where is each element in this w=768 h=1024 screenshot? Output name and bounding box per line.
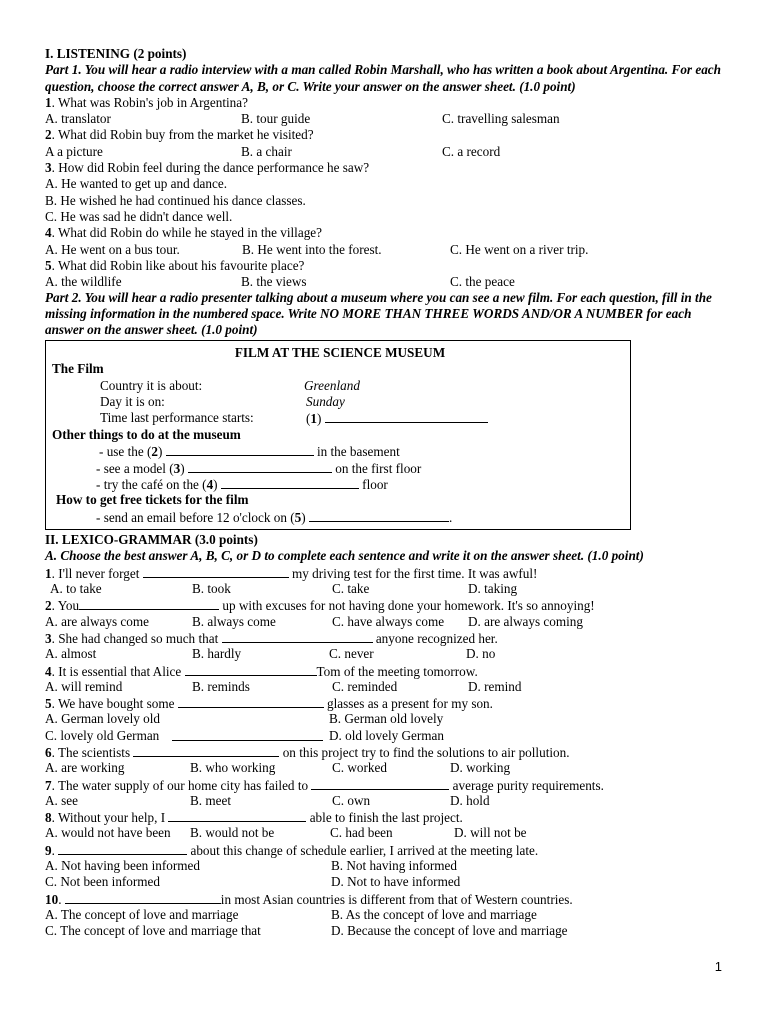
option-c: C. travelling salesman: [442, 111, 560, 127]
question-text: glasses as a present for my son.: [323, 696, 493, 712]
option-a: A. Not having been informed: [45, 858, 200, 874]
gap-5-row: - send an email before 12 o'clock on (5) .: [96, 509, 453, 525]
answer-blank[interactable]: [168, 809, 306, 822]
options-row: [45, 793, 725, 809]
time-label: Time last performance starts:: [100, 410, 254, 426]
question-number: 1: [45, 94, 52, 110]
option-b: B. the views: [241, 274, 307, 290]
question-number: 1: [45, 565, 52, 581]
option-a: A. are working: [45, 760, 125, 776]
option-c: C. own: [332, 792, 371, 808]
answer-blank[interactable]: [325, 410, 488, 423]
options-row: [45, 111, 725, 127]
film-info-box: [45, 340, 631, 530]
answer-blank[interactable]: [222, 630, 373, 643]
option-c: C. have always come: [332, 613, 445, 629]
question-number: 7: [45, 777, 52, 793]
option-c: C. reminded: [332, 678, 398, 694]
gap-prefix: - send an email before 12 o'clock on (: [96, 509, 295, 525]
option-a: A. to take: [50, 581, 102, 597]
time-row: [52, 410, 630, 426]
option-c: C. lovely old German: [45, 727, 160, 743]
question-text: . We have bought some: [51, 696, 178, 712]
answer-blank[interactable]: [58, 842, 187, 855]
gap-number: 2: [151, 444, 158, 460]
question-number: 4: [45, 663, 52, 679]
options-row: [45, 907, 725, 923]
question-number: 4: [45, 225, 52, 241]
question-text: . The water supply of our home city has failed to: [51, 777, 312, 793]
question-text: .: [58, 891, 65, 907]
other-heading: Other things to do at the museum: [52, 426, 241, 442]
answer-blank[interactable]: [133, 744, 279, 757]
options-row: [45, 923, 725, 939]
box-title: FILM AT THE SCIENCE MUSEUM: [234, 344, 446, 360]
question-text: . You: [51, 598, 80, 614]
lexico-question-8: [45, 809, 725, 825]
option-d: D. taking: [468, 581, 518, 597]
option-b: B. always come: [192, 613, 276, 629]
country-label: Country it is about:: [100, 377, 203, 393]
worksheet-page: [45, 46, 725, 940]
option-a: A. are always come: [45, 613, 149, 629]
option-c: C. The concept of love and marriage that: [45, 923, 261, 939]
question-text: . What did Robin like about his favourite place?: [51, 257, 305, 273]
option-d: D. will not be: [454, 825, 527, 841]
day-value: Sunday: [306, 394, 345, 410]
option-a: A. the wildlife: [45, 274, 122, 290]
option-d: D. Because the concept of love and marriage: [331, 923, 568, 939]
question-text: on this project try to find the solutions to air pollution.: [279, 745, 570, 760]
answer-blank[interactable]: [185, 663, 317, 676]
gap-suffix: on the first floor: [331, 460, 422, 476]
gap-number: 1: [310, 411, 317, 427]
option-b: B. As the concept of love and marriage: [331, 906, 537, 922]
options-row: [45, 760, 725, 776]
option-d: D. hold: [450, 792, 490, 808]
option-d: D. no: [466, 646, 496, 662]
tickets-heading: How to get free tickets for the film: [56, 492, 249, 508]
lexico-question-7: [45, 777, 725, 793]
question-text: anyone recognized her.: [372, 630, 498, 646]
option-a: A. The concept of love and marriage: [45, 906, 239, 922]
question-text: my driving test for the first time. It was awful!: [288, 565, 538, 581]
gap-suffix: in the basement: [313, 444, 400, 460]
gap-4-row: - try the café on the (4) floor: [96, 476, 388, 492]
option-c: C. the peace: [450, 274, 515, 290]
answer-blank[interactable]: [143, 565, 289, 578]
question-5: [45, 258, 725, 274]
lexico-question-5: [45, 695, 725, 711]
option-b: B. would not be: [190, 825, 275, 841]
lexico-question-6: [45, 744, 725, 760]
part2-instructions: Part 2. You will hear a radio presenter talking about a museum where you can see a new film. For each question, fill in the missing information in the numbered space. Write NO MORE THAN THREE WORDS AND/OR A NUMBER for each answer on the answer sheet. (1.0 point): [45, 290, 712, 338]
option-a: A. would not have been: [45, 825, 171, 841]
option-d: D. working: [450, 760, 511, 776]
question-number: 5: [45, 257, 52, 273]
question-text: . What did Robin do while he stayed in the village?: [51, 225, 323, 241]
options-row: [45, 614, 725, 630]
options-row: [45, 679, 725, 695]
gap-number: 4: [206, 476, 214, 492]
question-1: [45, 95, 725, 111]
option-d: D. are always coming: [468, 613, 583, 629]
question-number: 5: [45, 696, 52, 712]
option-b: B. meet: [190, 792, 232, 808]
question-number: 2: [45, 598, 52, 614]
part1-instructions: Part 1. You will hear a radio interview with a man called Robin Marshall, who has written a book about Argentina. For each question, choose the correct answer A, B, or C. Write your answer on the answer sheet. (1.0 point): [45, 62, 721, 94]
option-a: A. almost: [45, 646, 97, 662]
option-c: C. worked: [332, 760, 387, 776]
option-d: D. old lovely German: [329, 727, 444, 743]
gap-prefix: - use the (: [99, 444, 152, 460]
gap-suffix: .: [448, 509, 453, 525]
answer-blank[interactable]: [309, 509, 449, 522]
lexico-question-1: [45, 565, 725, 581]
question-text: Tom of the meeting tomorrow.: [316, 663, 478, 679]
gap-number: 5: [294, 509, 302, 525]
gap-number: 3: [173, 460, 181, 476]
lexico-question-3: [45, 630, 725, 646]
option-c: C. never: [329, 646, 374, 662]
options-row: [45, 274, 725, 290]
question-2: [45, 127, 725, 143]
option-b: B. tour guide: [241, 111, 311, 127]
option-b: B. German old lovely: [329, 711, 444, 727]
gap-suffix: floor: [358, 476, 388, 492]
question-text: . She had changed so much that: [51, 630, 222, 646]
option-b: B. who working: [190, 760, 276, 776]
question-number: 2: [45, 127, 52, 143]
gap-2-row: - use the (2) in the basement: [99, 444, 400, 460]
option-d: D. remind: [468, 678, 522, 694]
option-b: B. hardly: [192, 646, 242, 662]
options-row: [45, 144, 725, 160]
option-a: A. He went on a bus tour.: [45, 241, 180, 257]
section-heading-lexico: II. LEXICO-GRAMMAR (3.0 points): [45, 532, 258, 548]
option-c: C. a record: [442, 143, 501, 159]
option-b: B. He wished he had continued his dance classes.: [45, 192, 306, 208]
answer-blank[interactable]: [178, 695, 324, 708]
lexico-question-10: [45, 891, 725, 907]
day-row: [52, 394, 630, 410]
page-number: 1: [714, 959, 722, 974]
gap-prefix: - try the café on the (: [96, 476, 207, 492]
options-row: [45, 858, 725, 874]
answer-blank[interactable]: [166, 443, 314, 456]
lexico-instructions: A. Choose the best answer A, B, C, or D to complete each sentence and write it on the answer sheet. (1.0 point): [45, 548, 644, 564]
film-heading: The Film: [52, 361, 104, 377]
options-row: [45, 581, 725, 597]
option-d: D. Not to have informed: [331, 874, 461, 890]
gap-prefix: - see a model (: [96, 460, 174, 476]
country-value: Greenland: [304, 377, 360, 393]
option-c: C. He was sad he didn't dance well.: [45, 208, 233, 224]
question-4: [45, 225, 725, 241]
answer-blank[interactable]: [311, 777, 449, 790]
option-a: A. He wanted to get up and dance.: [45, 176, 227, 192]
country-row: [52, 378, 630, 394]
option-c: C. Not been informed: [45, 874, 160, 890]
question-text: about this change of schedule earlier, I arrived at the meeting late.: [187, 842, 539, 858]
question-text: able to finish the last project.: [306, 810, 463, 826]
options-row: [45, 825, 725, 841]
question-text: . The scientists: [51, 745, 134, 760]
day-label: Day it is on:: [100, 394, 165, 410]
answer-blank[interactable]: [221, 476, 359, 489]
lexico-question-2: [45, 597, 725, 613]
question-number: 6: [45, 745, 52, 760]
option-a: A a picture: [45, 143, 103, 159]
options-row: [45, 242, 725, 258]
lexico-question-4: [45, 663, 725, 679]
question-number: 10: [45, 891, 59, 907]
question-text: . What was Robin's job in Argentina?: [51, 94, 248, 110]
options-row: [45, 711, 725, 727]
question-text: . It is essential that Alice: [51, 663, 185, 679]
options-row: [45, 874, 725, 890]
option-a: A. see: [45, 792, 78, 808]
question-number: 3: [45, 630, 52, 646]
option-b: B. He went into the forest.: [242, 241, 382, 257]
question-text: average purity requirements.: [449, 777, 604, 793]
option-b: B. reminds: [192, 678, 250, 694]
answer-blank[interactable]: [172, 728, 323, 745]
question-text: . Without your help, I: [51, 810, 169, 826]
option-a: A. German lovely old: [45, 711, 160, 727]
question-text: up with excuses for not having done your homework. It's so annoying!: [219, 598, 595, 614]
option-c: C. had been: [330, 825, 393, 841]
option-b: B. Not having informed: [331, 858, 457, 874]
option-c: C. He went on a river trip.: [450, 241, 589, 257]
question-text: . I'll never forget: [51, 565, 143, 581]
question-text: .: [51, 842, 59, 858]
answer-blank[interactable]: [188, 460, 332, 473]
question-text: . What did Robin buy from the market he visited?: [51, 127, 314, 143]
answer-blank[interactable]: [65, 891, 221, 904]
option-b: B. took: [192, 581, 231, 597]
question-number: 3: [45, 160, 52, 176]
lexico-question-9: [45, 842, 725, 858]
option-a: A. translator: [45, 111, 111, 127]
question-3: [45, 160, 725, 176]
question-number: 8: [45, 810, 52, 826]
option-c: C. take: [332, 581, 370, 597]
options-row: [45, 728, 725, 744]
section-heading-listening: I. LISTENING (2 points): [45, 46, 187, 61]
question-number: 9: [45, 842, 52, 858]
option-b: B. a chair: [241, 143, 292, 159]
option-a: A. will remind: [45, 678, 123, 694]
gap-1[interactable]: (1): [306, 410, 488, 427]
answer-blank[interactable]: [79, 597, 219, 610]
gap-3-row: - see a model (3) on the first floor: [96, 460, 422, 476]
question-text: in most Asian countries is different from that of Western countries.: [220, 891, 573, 907]
options-row: [45, 646, 725, 662]
question-text: . How did Robin feel during the dance performance he saw?: [51, 160, 370, 176]
